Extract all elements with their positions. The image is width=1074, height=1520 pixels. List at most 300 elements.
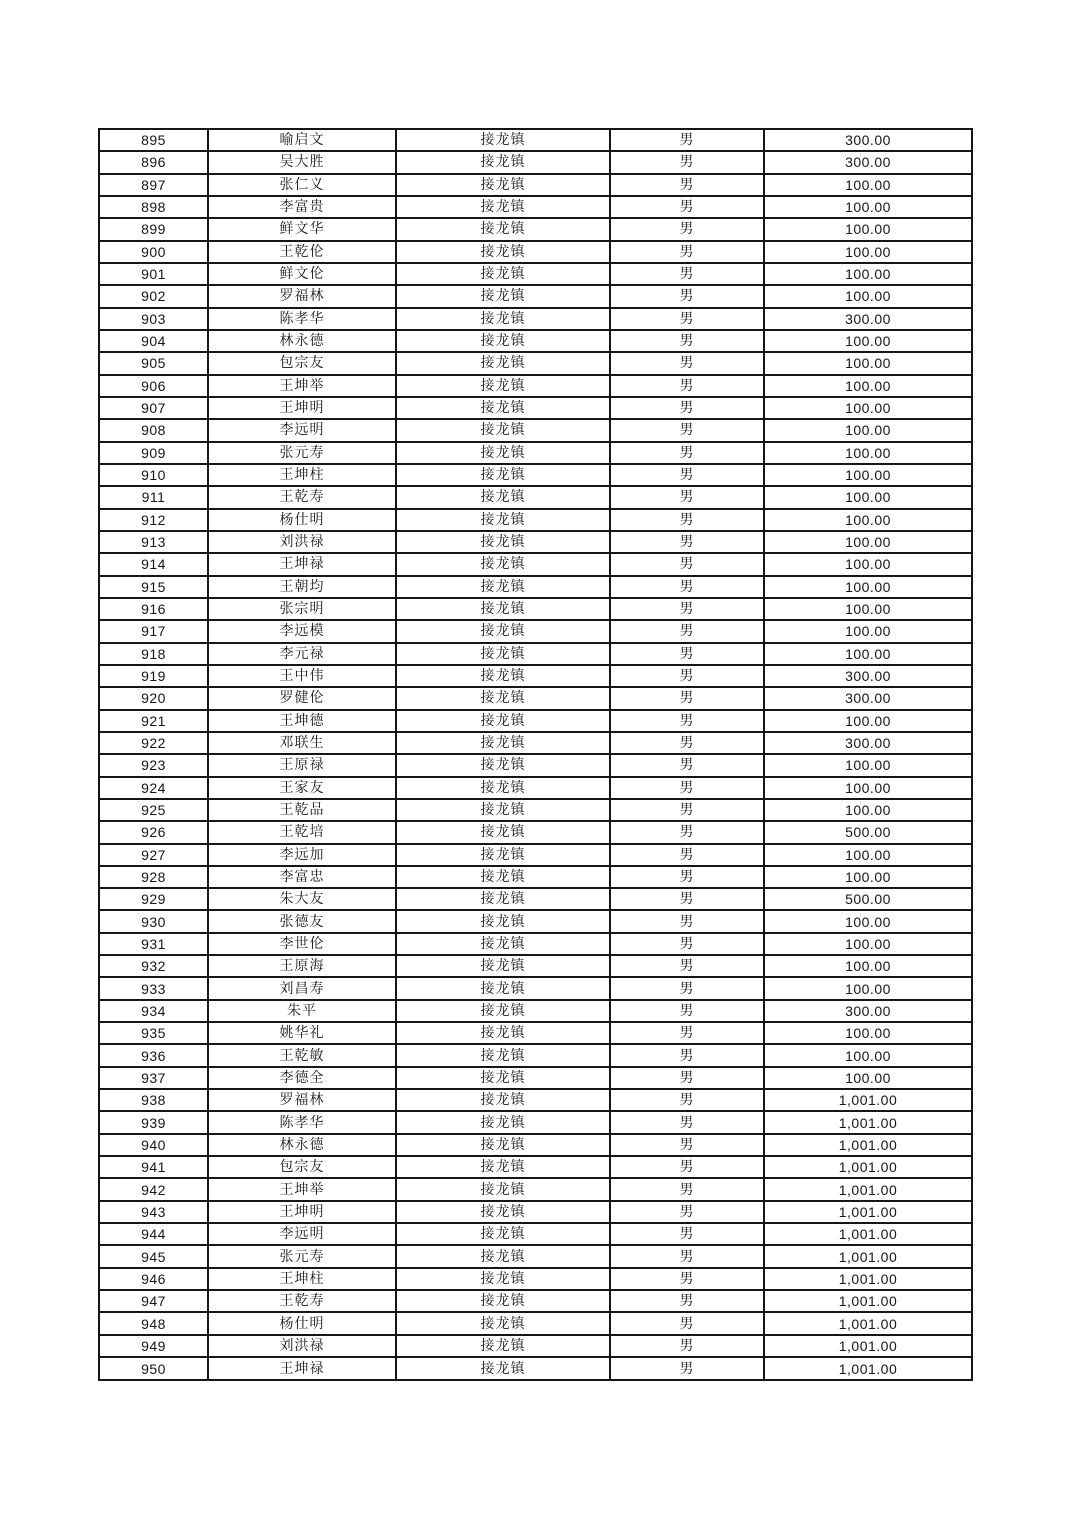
seq-cell: 906: [99, 375, 208, 397]
town-cell: 接龙镇: [396, 308, 610, 330]
town-cell: 接龙镇: [396, 754, 610, 776]
name-cell: 李远加: [208, 844, 396, 866]
seq-cell: 941: [99, 1156, 208, 1178]
town-cell: 接龙镇: [396, 910, 610, 932]
name-cell: 王坤明: [208, 1201, 396, 1223]
gender-cell: 男: [610, 151, 764, 173]
gender-cell: 男: [610, 330, 764, 352]
seq-cell: 940: [99, 1134, 208, 1156]
table-row: [99, 598, 972, 620]
gender-cell: 男: [610, 553, 764, 575]
seq-cell: 903: [99, 308, 208, 330]
town-cell: 接龙镇: [396, 866, 610, 888]
name-cell: 鲜文伦: [208, 263, 396, 285]
name-cell: 王乾寿: [208, 1290, 396, 1312]
town-cell: 接龙镇: [396, 1000, 610, 1022]
gender-cell: 男: [610, 218, 764, 240]
gender-cell: 男: [610, 977, 764, 999]
name-cell: 李德全: [208, 1067, 396, 1089]
gender-cell: 男: [610, 1245, 764, 1267]
gender-cell: 男: [610, 531, 764, 553]
amount-cell: 100.00: [764, 352, 972, 374]
gender-cell: 男: [610, 910, 764, 932]
seq-cell: 921: [99, 710, 208, 732]
gender-cell: 男: [610, 687, 764, 709]
amount-cell: 100.00: [764, 576, 972, 598]
town-cell: 接龙镇: [396, 799, 610, 821]
gender-cell: 男: [610, 777, 764, 799]
table-row: [99, 442, 972, 464]
seq-cell: 915: [99, 576, 208, 598]
town-cell: 接龙镇: [396, 531, 610, 553]
amount-cell: 100.00: [764, 598, 972, 620]
name-cell: 李元禄: [208, 643, 396, 665]
name-cell: 鲜文华: [208, 218, 396, 240]
gender-cell: 男: [610, 799, 764, 821]
seq-cell: 902: [99, 285, 208, 307]
name-cell: 姚华礼: [208, 1022, 396, 1044]
seq-cell: 917: [99, 620, 208, 642]
gender-cell: 男: [610, 464, 764, 486]
amount-cell: 100.00: [764, 397, 972, 419]
gender-cell: 男: [610, 263, 764, 285]
gender-cell: 男: [610, 933, 764, 955]
amount-cell: 100.00: [764, 1067, 972, 1089]
gender-cell: 男: [610, 1111, 764, 1133]
seq-cell: 930: [99, 910, 208, 932]
town-cell: 接龙镇: [396, 129, 610, 151]
amount-cell: 100.00: [764, 442, 972, 464]
seq-cell: 928: [99, 866, 208, 888]
town-cell: 接龙镇: [396, 1022, 610, 1044]
name-cell: 李世伦: [208, 933, 396, 955]
town-cell: 接龙镇: [396, 710, 610, 732]
name-cell: 刘洪禄: [208, 531, 396, 553]
town-cell: 接龙镇: [396, 1357, 610, 1380]
town-cell: 接龙镇: [396, 687, 610, 709]
gender-cell: 男: [610, 620, 764, 642]
town-cell: 接龙镇: [396, 732, 610, 754]
table-row: [99, 486, 972, 508]
gender-cell: 男: [610, 486, 764, 508]
town-cell: 接龙镇: [396, 777, 610, 799]
town-cell: 接龙镇: [396, 955, 610, 977]
name-cell: 陈孝华: [208, 1111, 396, 1133]
amount-cell: 1,001.00: [764, 1335, 972, 1357]
seq-cell: 945: [99, 1245, 208, 1267]
seq-cell: 896: [99, 151, 208, 173]
table-row: [99, 1067, 972, 1089]
name-cell: 罗福林: [208, 285, 396, 307]
seq-cell: 929: [99, 888, 208, 910]
gender-cell: 男: [610, 866, 764, 888]
amount-cell: 1,001.00: [764, 1223, 972, 1245]
name-cell: 王坤柱: [208, 464, 396, 486]
name-cell: 王乾伦: [208, 241, 396, 263]
amount-cell: 1,001.00: [764, 1245, 972, 1267]
amount-cell: 300.00: [764, 1000, 972, 1022]
amount-cell: 1,001.00: [764, 1201, 972, 1223]
table-row: [99, 955, 972, 977]
gender-cell: 男: [610, 442, 764, 464]
table-row: [99, 1312, 972, 1334]
seq-cell: 936: [99, 1044, 208, 1066]
name-cell: 王原海: [208, 955, 396, 977]
table-row: [99, 1000, 972, 1022]
seq-cell: 923: [99, 754, 208, 776]
town-cell: 接龙镇: [396, 1223, 610, 1245]
table-row: [99, 1134, 972, 1156]
town-cell: 接龙镇: [396, 352, 610, 374]
name-cell: 包宗友: [208, 1156, 396, 1178]
seq-cell: 948: [99, 1312, 208, 1334]
table-row: [99, 844, 972, 866]
town-cell: 接龙镇: [396, 1178, 610, 1200]
amount-cell: 1,001.00: [764, 1089, 972, 1111]
town-cell: 接龙镇: [396, 263, 610, 285]
name-cell: 李富贵: [208, 196, 396, 218]
seq-cell: 907: [99, 397, 208, 419]
gender-cell: 男: [610, 1178, 764, 1200]
seq-cell: 920: [99, 687, 208, 709]
town-cell: 接龙镇: [396, 464, 610, 486]
gender-cell: 男: [610, 285, 764, 307]
amount-cell: 100.00: [764, 643, 972, 665]
amount-cell: 1,001.00: [764, 1312, 972, 1334]
amount-cell: 100.00: [764, 196, 972, 218]
name-cell: 张元寿: [208, 442, 396, 464]
amount-cell: 100.00: [764, 464, 972, 486]
gender-cell: 男: [610, 665, 764, 687]
gender-cell: 男: [610, 732, 764, 754]
gender-cell: 男: [610, 1357, 764, 1380]
amount-cell: 100.00: [764, 1044, 972, 1066]
table-row: [99, 352, 972, 374]
seq-cell: 943: [99, 1201, 208, 1223]
gender-cell: 男: [610, 643, 764, 665]
seq-cell: 914: [99, 553, 208, 575]
table-row: [99, 1156, 972, 1178]
table-row: [99, 1111, 972, 1133]
town-cell: 接龙镇: [396, 1245, 610, 1267]
name-cell: 王原禄: [208, 754, 396, 776]
table-row: [99, 1089, 972, 1111]
town-cell: 接龙镇: [396, 151, 610, 173]
amount-cell: 1,001.00: [764, 1134, 972, 1156]
name-cell: 林永德: [208, 330, 396, 352]
town-cell: 接龙镇: [396, 486, 610, 508]
table-row: [99, 687, 972, 709]
seq-cell: 946: [99, 1268, 208, 1290]
town-cell: 接龙镇: [396, 665, 610, 687]
table-row: [99, 174, 972, 196]
table-row: [99, 375, 972, 397]
table-row: [99, 821, 972, 843]
town-cell: 接龙镇: [396, 553, 610, 575]
table-row: [99, 777, 972, 799]
gender-cell: 男: [610, 1022, 764, 1044]
seq-cell: 932: [99, 955, 208, 977]
gender-cell: 男: [610, 888, 764, 910]
name-cell: 王乾敏: [208, 1044, 396, 1066]
gender-cell: 男: [610, 397, 764, 419]
seq-cell: 922: [99, 732, 208, 754]
table-row: [99, 1201, 972, 1223]
table-row: [99, 1290, 972, 1312]
amount-cell: 1,001.00: [764, 1268, 972, 1290]
amount-cell: 100.00: [764, 933, 972, 955]
amount-cell: 100.00: [764, 710, 972, 732]
table-row: [99, 241, 972, 263]
town-cell: 接龙镇: [396, 1312, 610, 1334]
table-row: [99, 910, 972, 932]
amount-cell: 100.00: [764, 509, 972, 531]
name-cell: 王坤禄: [208, 1357, 396, 1380]
town-cell: 接龙镇: [396, 196, 610, 218]
table-row: [99, 218, 972, 240]
seq-cell: 927: [99, 844, 208, 866]
amount-cell: 300.00: [764, 129, 972, 151]
name-cell: 李远明: [208, 419, 396, 441]
seq-cell: 910: [99, 464, 208, 486]
town-cell: 接龙镇: [396, 598, 610, 620]
town-cell: 接龙镇: [396, 509, 610, 531]
seq-cell: 950: [99, 1357, 208, 1380]
gender-cell: 男: [610, 196, 764, 218]
amount-cell: 100.00: [764, 754, 972, 776]
seq-cell: 899: [99, 218, 208, 240]
seq-cell: 898: [99, 196, 208, 218]
table-row: [99, 866, 972, 888]
town-cell: 接龙镇: [396, 933, 610, 955]
table-row: [99, 1044, 972, 1066]
table-row: [99, 977, 972, 999]
table-row: [99, 665, 972, 687]
seq-cell: 935: [99, 1022, 208, 1044]
town-cell: 接龙镇: [396, 977, 610, 999]
seq-cell: 919: [99, 665, 208, 687]
gender-cell: 男: [610, 174, 764, 196]
seq-cell: 925: [99, 799, 208, 821]
seq-cell: 937: [99, 1067, 208, 1089]
town-cell: 接龙镇: [396, 1290, 610, 1312]
name-cell: 林永德: [208, 1134, 396, 1156]
town-cell: 接龙镇: [396, 888, 610, 910]
town-cell: 接龙镇: [396, 1335, 610, 1357]
seq-cell: 897: [99, 174, 208, 196]
town-cell: 接龙镇: [396, 1111, 610, 1133]
gender-cell: 男: [610, 821, 764, 843]
roster-table-body: [99, 129, 972, 1380]
gender-cell: 男: [610, 375, 764, 397]
amount-cell: 100.00: [764, 285, 972, 307]
amount-cell: 100.00: [764, 174, 972, 196]
amount-cell: 100.00: [764, 620, 972, 642]
name-cell: 王坤禄: [208, 553, 396, 575]
name-cell: 包宗友: [208, 352, 396, 374]
amount-cell: 100.00: [764, 218, 972, 240]
table-row: [99, 933, 972, 955]
seq-cell: 916: [99, 598, 208, 620]
name-cell: 王坤举: [208, 375, 396, 397]
seq-cell: 913: [99, 531, 208, 553]
table-row: [99, 196, 972, 218]
name-cell: 杨仕明: [208, 1312, 396, 1334]
amount-cell: 300.00: [764, 151, 972, 173]
seq-cell: 947: [99, 1290, 208, 1312]
gender-cell: 男: [610, 1335, 764, 1357]
table-row: [99, 397, 972, 419]
gender-cell: 男: [610, 1134, 764, 1156]
town-cell: 接龙镇: [396, 576, 610, 598]
name-cell: 王坤举: [208, 1178, 396, 1200]
seq-cell: 900: [99, 241, 208, 263]
seq-cell: 933: [99, 977, 208, 999]
town-cell: 接龙镇: [396, 1134, 610, 1156]
name-cell: 张元寿: [208, 1245, 396, 1267]
amount-cell: 1,001.00: [764, 1178, 972, 1200]
table-row: [99, 1022, 972, 1044]
amount-cell: 300.00: [764, 665, 972, 687]
amount-cell: 100.00: [764, 419, 972, 441]
town-cell: 接龙镇: [396, 285, 610, 307]
name-cell: 罗福林: [208, 1089, 396, 1111]
name-cell: 朱平: [208, 1000, 396, 1022]
name-cell: 王乾培: [208, 821, 396, 843]
name-cell: 吴大胜: [208, 151, 396, 173]
town-cell: 接龙镇: [396, 330, 610, 352]
gender-cell: 男: [610, 241, 764, 263]
name-cell: 杨仕明: [208, 509, 396, 531]
name-cell: 刘昌寿: [208, 977, 396, 999]
gender-cell: 男: [610, 129, 764, 151]
seq-cell: 909: [99, 442, 208, 464]
table-row: [99, 129, 972, 151]
seq-cell: 911: [99, 486, 208, 508]
roster-table: [98, 128, 973, 1381]
town-cell: 接龙镇: [396, 1044, 610, 1066]
seq-cell: 924: [99, 777, 208, 799]
table-row: [99, 1357, 972, 1380]
table-row: [99, 285, 972, 307]
name-cell: 王坤柱: [208, 1268, 396, 1290]
town-cell: 接龙镇: [396, 174, 610, 196]
name-cell: 陈孝华: [208, 308, 396, 330]
town-cell: 接龙镇: [396, 241, 610, 263]
seq-cell: 926: [99, 821, 208, 843]
name-cell: 罗健伦: [208, 687, 396, 709]
amount-cell: 100.00: [764, 977, 972, 999]
seq-cell: 939: [99, 1111, 208, 1133]
town-cell: 接龙镇: [396, 1156, 610, 1178]
table-row: [99, 1245, 972, 1267]
seq-cell: 949: [99, 1335, 208, 1357]
table-row: [99, 1178, 972, 1200]
amount-cell: 100.00: [764, 1022, 972, 1044]
gender-cell: 男: [610, 1201, 764, 1223]
amount-cell: 100.00: [764, 910, 972, 932]
table-row: [99, 1335, 972, 1357]
table-row: [99, 419, 972, 441]
town-cell: 接龙镇: [396, 1089, 610, 1111]
table-row: [99, 308, 972, 330]
gender-cell: 男: [610, 710, 764, 732]
name-cell: 王乾品: [208, 799, 396, 821]
seq-cell: 912: [99, 509, 208, 531]
amount-cell: 100.00: [764, 777, 972, 799]
gender-cell: 男: [610, 352, 764, 374]
gender-cell: 男: [610, 1312, 764, 1334]
table-row: [99, 620, 972, 642]
name-cell: 邓联生: [208, 732, 396, 754]
amount-cell: 500.00: [764, 888, 972, 910]
amount-cell: 100.00: [764, 241, 972, 263]
seq-cell: 901: [99, 263, 208, 285]
table-row: [99, 553, 972, 575]
amount-cell: 500.00: [764, 821, 972, 843]
name-cell: 刘洪禄: [208, 1335, 396, 1357]
name-cell: 张宗明: [208, 598, 396, 620]
gender-cell: 男: [610, 576, 764, 598]
amount-cell: 300.00: [764, 687, 972, 709]
gender-cell: 男: [610, 1268, 764, 1290]
seq-cell: 918: [99, 643, 208, 665]
table-row: [99, 509, 972, 531]
town-cell: 接龙镇: [396, 419, 610, 441]
gender-cell: 男: [610, 308, 764, 330]
table-row: [99, 732, 972, 754]
gender-cell: 男: [610, 1223, 764, 1245]
table-row: [99, 710, 972, 732]
amount-cell: 100.00: [764, 799, 972, 821]
table-row: [99, 888, 972, 910]
table-row: [99, 643, 972, 665]
town-cell: 接龙镇: [396, 375, 610, 397]
table-row: [99, 799, 972, 821]
amount-cell: 1,001.00: [764, 1357, 972, 1380]
name-cell: 李远模: [208, 620, 396, 642]
gender-cell: 男: [610, 419, 764, 441]
seq-cell: 944: [99, 1223, 208, 1245]
gender-cell: 男: [610, 1000, 764, 1022]
name-cell: 朱大友: [208, 888, 396, 910]
gender-cell: 男: [610, 1044, 764, 1066]
table-row: [99, 464, 972, 486]
amount-cell: 100.00: [764, 486, 972, 508]
town-cell: 接龙镇: [396, 1201, 610, 1223]
gender-cell: 男: [610, 844, 764, 866]
amount-cell: 1,001.00: [764, 1290, 972, 1312]
table-row: [99, 151, 972, 173]
name-cell: 王坤德: [208, 710, 396, 732]
seq-cell: 904: [99, 330, 208, 352]
town-cell: 接龙镇: [396, 643, 610, 665]
name-cell: 李富忠: [208, 866, 396, 888]
gender-cell: 男: [610, 754, 764, 776]
table-row: [99, 576, 972, 598]
seq-cell: 905: [99, 352, 208, 374]
seq-cell: 895: [99, 129, 208, 151]
amount-cell: 100.00: [764, 553, 972, 575]
town-cell: 接龙镇: [396, 821, 610, 843]
seq-cell: 938: [99, 1089, 208, 1111]
town-cell: 接龙镇: [396, 218, 610, 240]
town-cell: 接龙镇: [396, 1067, 610, 1089]
name-cell: 李远明: [208, 1223, 396, 1245]
table-row: [99, 1268, 972, 1290]
gender-cell: 男: [610, 1067, 764, 1089]
table-row: [99, 754, 972, 776]
